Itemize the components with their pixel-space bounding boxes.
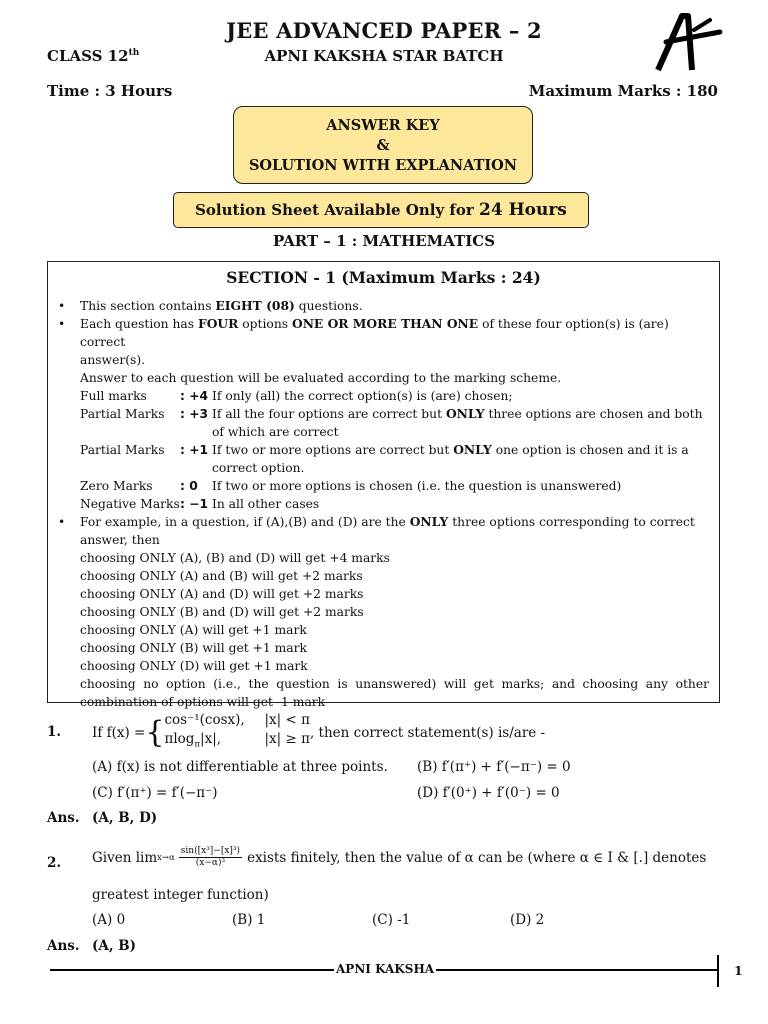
question-1-option-b: (B) f′(π⁺) + f′(−π⁻) = 0 — [417, 759, 571, 775]
scheme-partial-1: Partial Marks : +1 If two or more options are correct but ONLY one option is chosen and it is a — [80, 442, 689, 457]
question-2-option-b: (B) 1 — [232, 912, 266, 928]
paper-title: JEE ADVANCED PAPER – 2 — [226, 18, 542, 43]
question-2-option-c: (C) -1 — [372, 912, 411, 928]
footer-brand: APNI KAKSHA — [336, 962, 435, 976]
example-line: choosing ONLY (A) will get +1 mark — [80, 623, 307, 637]
question-2-option-d: (D) 2 — [510, 912, 545, 928]
limit-fraction: sin([x³]−[x]³) (x−α)³ — [180, 846, 241, 868]
question-1-option-c: (C) f′(π⁺) = f′(−π⁻) — [92, 785, 218, 801]
question-1-answer-label: Ans. — [47, 810, 80, 826]
instruction-line: answer, then — [80, 533, 160, 547]
apni-kaksha-logo — [652, 12, 724, 74]
question-2-stem: Given lim x→α sin([x³]−[x]³) (x−α)³ exists finitely, then the value of α can be (where α ∈ I & [.] denotes — [92, 846, 707, 868]
example-line: choosing ONLY (A) and (D) will get +2 marks — [80, 587, 364, 601]
max-marks-label: Maximum Marks : 180 — [528, 82, 718, 100]
answer-key-line-1: ANSWER KEY — [326, 117, 440, 134]
instruction-line: correct option. — [212, 461, 305, 475]
scheme-zero-marks: Zero Marks : 0 If two or more options is chosen (i.e. the question is unanswered) — [80, 479, 622, 493]
scheme-partial-3: Partial Marks : +3 If all the four options are correct but ONLY three options are chosen and both — [80, 406, 703, 421]
page-number: 1 — [734, 963, 743, 978]
scheme-full-marks: Full marks : +4 If only (all) the correct option(s) is (are) chosen; — [80, 389, 513, 403]
example-line: choosing ONLY (B) and (D) will get +2 marks — [80, 605, 364, 619]
answer-key-box — [233, 106, 533, 184]
solution-banner: Solution Sheet Available Only for 24 Hours — [173, 192, 589, 228]
question-2-option-a: (A) 0 — [92, 912, 126, 928]
footer-tick — [717, 955, 719, 987]
part-title: PART – 1 : MATHEMATICS — [272, 232, 496, 250]
instruction-bullet: • This section contains EIGHT (08) questions. — [58, 298, 363, 313]
question-2-answer: (A, B) — [92, 938, 137, 954]
question-1-answer: (A, B, D) — [92, 810, 158, 826]
example-line: combination of options will get -1 mark — [80, 695, 326, 709]
instruction-line: Answer to each question will be evaluated according to the marking scheme. — [80, 371, 562, 385]
time-label: Time : 3 Hours — [47, 82, 173, 100]
answer-key-line-3: SOLUTION WITH EXPLANATION — [248, 157, 518, 174]
question-1-number: 1. — [47, 724, 62, 740]
piecewise-cases: cos⁻¹(cosx), |x| < π πlog$_\pi$|x|, |x| ≥ π — [164, 712, 310, 750]
question-1-stem: If f(x) = { cos⁻¹(cosx), |x| < π πlog$_\pi$|x|, |x| ≥ π , then correct statement(s) is/are - — [92, 711, 545, 755]
answer-key-line-2: & — [376, 137, 390, 154]
example-line: choosing no option (i.e., the question is unanswered) will get marks; and choosing any other — [80, 677, 709, 691]
example-line: choosing ONLY (A), (B) and (D) will get +4 marks — [80, 551, 390, 565]
example-line: choosing ONLY (B) will get +1 mark — [80, 641, 307, 655]
instruction-line: of which are correct — [212, 425, 339, 439]
instruction-bullet: • Each question has FOUR options ONE OR MORE THAN ONE of these four option(s) is (are) correct — [58, 316, 669, 349]
question-2-answer-label: Ans. — [47, 938, 80, 954]
question-2-number: 2. — [47, 855, 62, 871]
instruction-bullet: • For example, in a question, if (A),(B) and (D) are the ONLY three options corresponding to correct — [58, 514, 695, 529]
section-instructions-box — [47, 261, 720, 709]
question-1-option-d: (D) f′(0⁺) + f′(0⁻) = 0 — [417, 785, 560, 801]
example-line: choosing ONLY (A) and (B) will get +2 marks — [80, 569, 363, 583]
batch-name: APNI KAKSHA STAR BATCH — [264, 47, 504, 65]
question-1-option-a: (A) f(x) is not differentiable at three points. — [92, 759, 388, 775]
example-line: choosing ONLY (D) will get +1 mark — [80, 659, 308, 673]
class-label: CLASS 12th — [47, 47, 140, 65]
scheme-negative-marks: Negative Marks : −1 In all other cases — [80, 497, 320, 511]
section-title: SECTION - 1 (Maximum Marks : 24) — [226, 268, 541, 287]
instruction-line: answer(s). — [80, 353, 146, 367]
question-2-stem-cont: greatest integer function) — [92, 887, 269, 903]
left-brace: { — [145, 714, 165, 750]
